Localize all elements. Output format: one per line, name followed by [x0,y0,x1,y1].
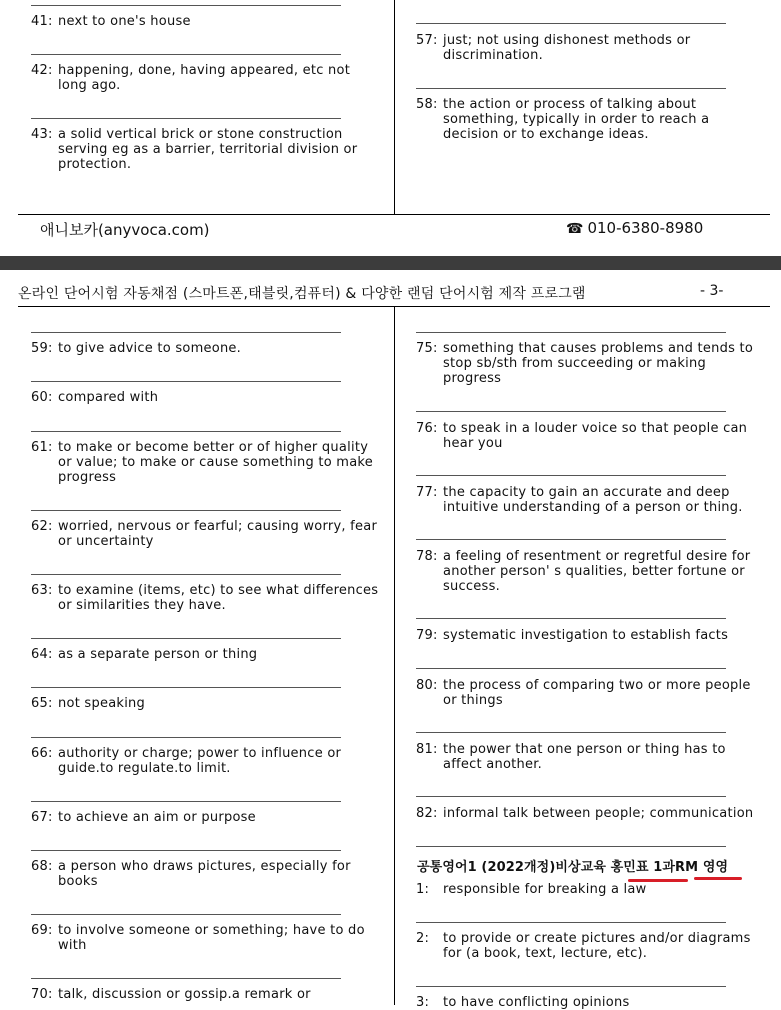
item-number: 63: [31,583,53,598]
answer-line[interactable] [31,431,341,432]
answer-line[interactable] [31,5,341,6]
answer-line[interactable] [31,510,341,511]
list-item [31,127,381,172]
answer-line[interactable] [416,618,726,619]
item-definition: systematic investigation to establish facts [443,628,729,643]
answer-line[interactable] [416,668,726,669]
item-definition: the process of comparing two or more people or things [443,678,751,708]
item-definition: as a separate person or thing [58,647,258,662]
list-item [416,678,761,708]
list-item [31,696,381,711]
column-divider [394,0,395,214]
item-definition: to achieve an aim or purpose [58,810,256,825]
column-divider [394,307,395,1005]
item-definition: next to one's house [58,14,191,29]
answer-line[interactable] [416,922,726,923]
item-number: 3: [416,995,430,1010]
answer-line[interactable] [31,978,341,979]
list-item [31,583,381,613]
item-number: 69: [31,923,53,938]
answer-line[interactable] [31,574,341,575]
list-item [416,97,761,142]
answer-line[interactable] [416,23,726,24]
answer-line[interactable] [416,411,726,412]
list-item [31,440,381,485]
item-definition: compared with [58,390,159,405]
item-definition: authority or charge; power to influence or guide.to regulate.to limit. [58,746,342,776]
item-number: 77: [416,485,438,500]
list-item [416,549,766,594]
item-number: 76: [416,421,438,436]
answer-line[interactable] [31,54,341,55]
list-item [416,628,761,643]
item-definition: the action or process of talking about something, typically in order to reach a decision or to exchange ideas. [443,97,710,142]
item-definition: talk, discussion or gossip.a remark or [58,987,311,1002]
item-definition: informal talk between people; communication [443,806,754,821]
item-definition: happening, done, having appeared, etc not long ago. [58,63,351,93]
answer-line[interactable] [416,539,726,540]
answer-line[interactable] [31,850,341,851]
item-definition: to involve someone or something; have to do with [58,923,365,953]
item-number: 80: [416,678,438,693]
item-definition: to make or become better or of higher quality or value; to make or cause something to make progress [58,440,373,485]
item-definition: a solid vertical brick or stone construction serving eg as a barrier, territorial division or protection. [58,127,358,172]
item-number: 2: [416,931,430,946]
list-item [416,33,761,63]
list-item [31,341,381,356]
answer-line[interactable] [31,801,341,802]
list-item [416,882,761,897]
answer-line[interactable] [416,846,726,847]
list-item [416,806,761,821]
item-number: 68: [31,859,53,874]
item-number: 66: [31,746,53,761]
item-definition: worried, nervous or fearful; causing worry, fear or uncertainty [58,519,378,549]
item-number: 59: [31,341,53,356]
page-3 [0,270,781,1010]
page-2-bottom [0,0,781,256]
list-item [416,421,761,451]
item-number: 60: [31,390,53,405]
item-number: 82: [416,806,438,821]
page-gap [0,256,781,270]
list-item [31,390,381,405]
answer-line[interactable] [416,796,726,797]
item-definition: the power that one person or thing has to affect another. [443,742,726,772]
answer-line[interactable] [31,687,341,688]
list-item [416,931,761,961]
phone-number: 010-6380-8980 [587,219,704,237]
item-number: 42: [31,63,53,78]
list-item [31,14,381,29]
item-definition: to give advice to someone. [58,341,242,356]
answer-line[interactable] [31,118,341,119]
footer-rule [18,214,770,215]
list-item [31,859,381,889]
item-definition: something that causes problems and tends to stop sb/sth from succeeding or making progress [443,341,754,386]
item-number: 64: [31,647,53,662]
list-item [31,519,381,549]
page-number: - 3- [700,283,724,299]
list-item [416,995,761,1010]
item-number: 41: [31,14,53,29]
answer-line[interactable] [416,732,726,733]
item-number: 57: [416,33,438,48]
phone-icon: ☎ [566,221,584,237]
item-definition: to have conflicting opinions [443,995,630,1010]
item-number: 79: [416,628,438,643]
answer-line[interactable] [416,332,726,333]
item-definition: just; not using dishonest methods or discrimination. [443,33,691,63]
item-definition: a feeling of resentment or regretful desire for another person' s qualities, better fortune or success. [443,549,751,594]
list-item [31,746,381,776]
item-number: 70: [31,987,53,1002]
item-number: 81: [416,742,438,757]
footer-phone [566,219,703,237]
list-item [416,485,761,515]
list-item [31,810,381,825]
answer-line[interactable] [416,475,726,476]
item-definition: not speaking [58,696,146,711]
list-item [31,987,381,1002]
list-item [31,647,381,662]
item-definition: the capacity to gain an accurate and deep intuitive understanding of a person or thing. [443,485,743,515]
item-definition: to provide or create pictures and/or diagrams for (a book, text, lecture, etc). [443,931,751,961]
item-number: 58: [416,97,438,112]
answer-line[interactable] [416,88,726,89]
page-header-title: 온라인 단어시험 자동채점 (스마트폰,태블릿,컴퓨터) & 다양한 랜덤 단어시험 제작 프로그램 [18,286,586,302]
answer-line[interactable] [31,381,341,382]
item-definition: to speak in a louder voice so that people can hear you [443,421,748,451]
list-item [31,923,381,953]
item-number: 62: [31,519,53,534]
item-number: 43: [31,127,53,142]
list-item [31,63,381,93]
answer-line[interactable] [31,638,341,639]
item-definition: to examine (items, etc) to see what differences or similarities they have. [58,583,379,613]
item-number: 78: [416,549,438,564]
answer-line[interactable] [31,737,341,738]
answer-line[interactable] [31,332,341,333]
footer-brand: 애니보카(anyvoca.com) [40,221,210,239]
item-definition: responsible for breaking a law [443,882,647,897]
answer-line[interactable] [416,986,726,987]
item-number: 1: [416,882,430,897]
section-heading: 공통영어1 (2022개정)비상교육 홍민표 1과RM 영영 [417,860,729,875]
item-number: 61: [31,440,53,455]
list-item [416,742,761,772]
item-number: 67: [31,810,53,825]
answer-line[interactable] [31,914,341,915]
item-number: 75: [416,341,438,356]
highlight-underline [694,877,742,880]
list-item [416,341,761,386]
item-number: 65: [31,696,53,711]
item-definition: a person who draws pictures, especially for books [58,859,351,889]
